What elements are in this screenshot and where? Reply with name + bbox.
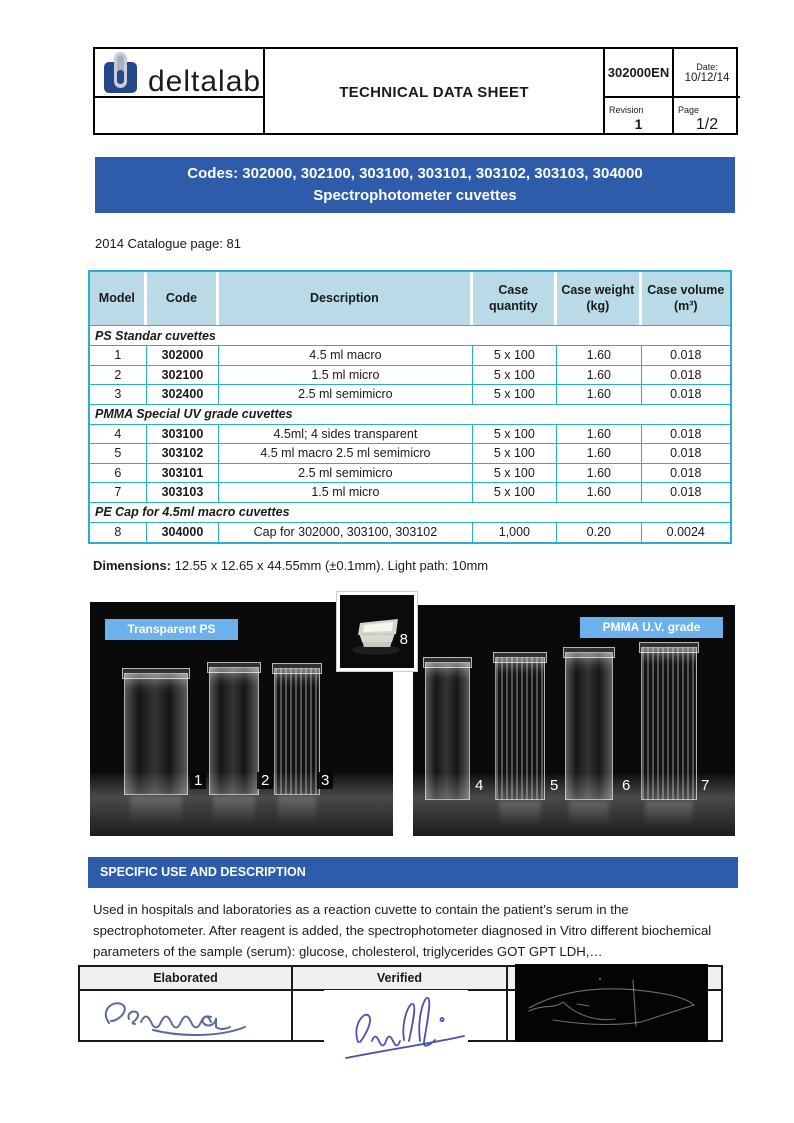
cell-description: 2.5 ml semimicro <box>219 385 472 404</box>
cell-case-weight: 1.60 <box>557 346 641 365</box>
photo-number-5: 5 <box>550 777 559 794</box>
cell-description: 1.5 ml micro <box>219 483 472 502</box>
badge-pmma-uv-grade: PMMA U.V. grade <box>580 617 723 638</box>
photo-number-2: 2 <box>257 772 273 789</box>
column-header-case-weight: Case weight (kg) <box>557 272 641 325</box>
cell-case-weight: 1.60 <box>557 444 641 463</box>
revision-value: 1 <box>634 116 643 132</box>
stamp-signature-strokes <box>515 964 708 1042</box>
cell-case-volume: 0.018 <box>670 446 702 461</box>
table-row <box>90 444 730 464</box>
cell-case-volume: 0.018 <box>670 465 702 480</box>
cell-case-volume: 0.018 <box>670 485 702 500</box>
codes-line: Codes: 302000, 302100, 303100, 303101, 303102, 303103, 304000 <box>187 165 643 182</box>
logo-cell <box>95 49 265 98</box>
cell-case-weight: 0.20 <box>557 523 641 543</box>
cell-description: 4.5 ml macro 2.5 ml semimicro <box>219 444 472 463</box>
dimensions-label: Dimensions: <box>93 558 172 573</box>
dimensions-value: 12.55 x 12.65 x 44.55mm (±0.1mm). Light path: 10mm <box>171 558 489 573</box>
cell-code: 302000 <box>147 346 220 365</box>
table-row <box>90 464 730 484</box>
deltalab-logo <box>103 51 262 98</box>
cell-case-volume: 0.018 <box>670 387 702 402</box>
banner-subtitle: Spectrophotometer cuvettes <box>313 187 517 204</box>
date-label: Date: <box>696 61 718 72</box>
cell-model: 5 <box>90 444 147 463</box>
cuvette-2 <box>209 667 259 795</box>
cell-description: Cap for 302000, 303100, 303102 <box>219 523 472 543</box>
cell-case-volume: 0.018 <box>670 426 702 441</box>
table-row <box>90 366 730 386</box>
section-title-row: PE Cap for 4.5ml macro cuvettes <box>90 503 730 523</box>
verified-header: Verified <box>293 967 508 989</box>
deltalab-logo-icon <box>103 51 143 95</box>
cell-description: 4.5ml; 4 sides transparent <box>219 425 472 444</box>
product-table <box>88 270 732 544</box>
cell-code: 302100 <box>147 366 220 385</box>
logo-wordmark: deltalab <box>148 64 262 98</box>
cuvette-6 <box>565 652 613 800</box>
verified-signature <box>338 990 470 1064</box>
cell-code: 303103 <box>147 483 220 502</box>
cell-model: 2 <box>90 366 147 385</box>
photo-cap-inset <box>337 592 417 671</box>
cell-case-quantity: 5 x 100 <box>473 464 557 483</box>
revision-label: Revision <box>609 105 644 115</box>
column-header-code: Code <box>147 272 220 325</box>
column-header-description: Description <box>219 272 472 325</box>
cell-case-weight: 1.60 <box>557 483 641 502</box>
catalogue-note: 2014 Catalogue page: 81 <box>95 236 242 251</box>
cell-case-volume: 0.018 <box>670 367 702 382</box>
page-label: Page <box>678 105 700 115</box>
page-cell <box>674 98 740 135</box>
cell-case-quantity: 5 x 100 <box>473 385 557 404</box>
elaborated-header: Elaborated <box>80 967 293 989</box>
table-row <box>90 346 730 366</box>
column-header-case-quantity: Case quantity <box>473 272 557 325</box>
section-title-row: PS Standar cuvettes <box>90 326 730 346</box>
photo-pmma-uv-grade <box>413 605 735 836</box>
table-row <box>90 425 730 445</box>
elaborated-signature <box>95 997 260 1039</box>
dimensions-note <box>93 558 488 573</box>
photo-number-3: 3 <box>317 772 333 789</box>
cell-case-weight: 1.60 <box>557 385 641 404</box>
cell-case-quantity: 5 x 100 <box>473 483 557 502</box>
cell-model: 6 <box>90 464 147 483</box>
logo-empty-cell <box>95 98 265 135</box>
photo-number-4: 4 <box>475 777 484 794</box>
cell-case-quantity: 5 x 100 <box>473 425 557 444</box>
cell-case-volume: 0.018 <box>670 348 702 363</box>
description-paragraph: Used in hospitals and laboratories as a reaction cuvette to contain the patient’s serum in the spectrophotometer. After reagent is added, the spectrophotometer diagnosed in Vitro different biochemical parameters of the sample (serum): glucose, cholesterol, triglycerides GOT GPT LDH,… <box>93 902 712 959</box>
cell-case-quantity: 5 x 100 <box>473 366 557 385</box>
table-row <box>90 385 730 405</box>
cell-code: 303101 <box>147 464 220 483</box>
page-value: 1/2 <box>695 116 719 133</box>
cuvette-5 <box>495 657 545 800</box>
cell-description: 4.5 ml macro <box>219 346 472 365</box>
product-table-header <box>90 272 730 326</box>
photo-number-8: 8 <box>399 631 408 648</box>
header-table <box>93 47 738 135</box>
cell-code: 303102 <box>147 444 220 463</box>
cell-model: 1 <box>90 346 147 365</box>
cell-code: 304000 <box>147 523 220 543</box>
cell-case-weight: 1.60 <box>557 425 641 444</box>
doc-code: 302000EN <box>605 49 674 98</box>
photo-number-1: 1 <box>190 772 206 789</box>
photo-number-7: 7 <box>701 777 710 794</box>
photo-number-6: 6 <box>622 777 631 794</box>
cuvette-3 <box>274 668 320 795</box>
specific-use-banner: SPECIFIC USE AND DESCRIPTION <box>88 857 738 888</box>
cuvette-7 <box>641 647 697 800</box>
column-header-case-volume: Case volume (m³) <box>642 272 730 325</box>
cell-code: 303100 <box>147 425 220 444</box>
cuvette-1 <box>124 673 188 795</box>
cell-case-quantity: 1,000 <box>473 523 557 543</box>
cell-description: 2.5 ml semimicro <box>219 464 472 483</box>
cell-code: 302400 <box>147 385 220 404</box>
cuvette-4 <box>425 662 470 800</box>
badge-transparent-ps: Transparent PS <box>105 619 238 640</box>
table-row <box>90 483 730 503</box>
cell-case-weight: 1.60 <box>557 464 641 483</box>
document-title: TECHNICAL DATA SHEET <box>265 49 605 135</box>
cell-case-weight: 1.60 <box>557 366 641 385</box>
cell-case-volume: 0.0024 <box>666 525 705 540</box>
cell-case-quantity: 5 x 100 <box>473 444 557 463</box>
cell-model: 8 <box>90 523 147 543</box>
cell-model: 7 <box>90 483 147 502</box>
cell-case-quantity: 5 x 100 <box>473 346 557 365</box>
stamp-signature-box <box>515 964 708 1042</box>
cell-model: 4 <box>90 425 147 444</box>
cell-model: 3 <box>90 385 147 404</box>
cell-description: 1.5 ml micro <box>219 366 472 385</box>
column-header-model: Model <box>90 272 147 325</box>
revision-cell <box>605 98 674 135</box>
table-row <box>90 523 730 543</box>
codes-banner <box>95 157 735 213</box>
section-title-row: PMMA Special UV grade cuvettes <box>90 405 730 425</box>
date-cell <box>674 49 740 98</box>
date-value: 10/12/14 <box>684 71 730 84</box>
